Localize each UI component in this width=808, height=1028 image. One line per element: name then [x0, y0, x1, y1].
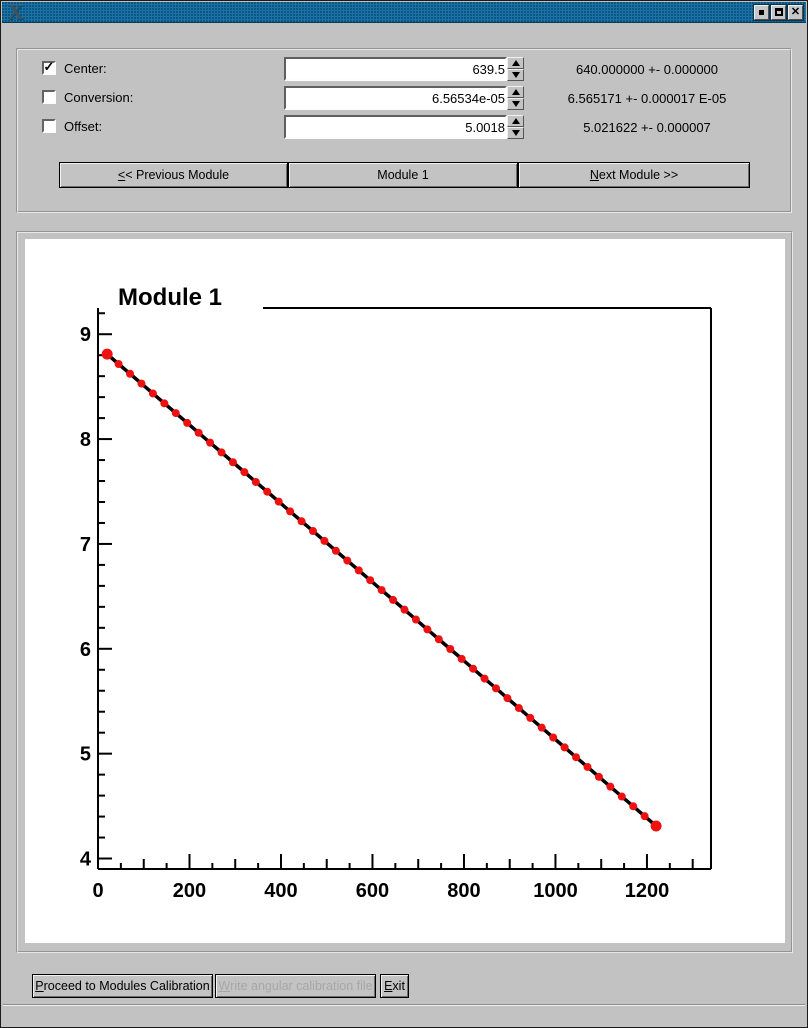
- arrow-up-icon: [512, 60, 520, 66]
- center-fit-result: 640.000000 +- 0.000000: [575, 62, 719, 77]
- svg-text:7: 7: [79, 533, 91, 556]
- x11-logo-icon: X: [8, 0, 24, 24]
- svg-text:600: 600: [355, 880, 390, 902]
- svg-text:6: 6: [79, 638, 91, 661]
- center-spin-up-button[interactable]: [507, 57, 524, 69]
- offset-spin-up-button[interactable]: [507, 115, 524, 127]
- svg-text:5: 5: [79, 743, 91, 766]
- svg-text:400: 400: [264, 880, 298, 902]
- svg-text:0: 0: [92, 880, 104, 902]
- svg-text:8: 8: [79, 429, 91, 452]
- arrow-down-icon: [512, 101, 520, 107]
- proceed-to-modules-calibration-button[interactable]: P roceed to Modules Calibration: [32, 974, 213, 998]
- next-module-button[interactable]: N ext Module >>: [518, 162, 750, 188]
- exit-button[interactable]: E xit: [380, 974, 409, 998]
- offset-label: Offset:: [64, 119, 103, 134]
- svg-text:9: 9: [79, 324, 91, 347]
- close-icon: ✕: [790, 5, 801, 18]
- title-bar[interactable]: [2, 2, 806, 23]
- svg-text:200: 200: [172, 880, 207, 902]
- conversion-checkbox[interactable]: [42, 90, 56, 104]
- calibration-plot: [25, 239, 785, 943]
- minimize-button[interactable]: [754, 5, 769, 20]
- footer-separator: [3, 1004, 805, 1006]
- svg-text:800: 800: [447, 880, 481, 902]
- current-module-button[interactable]: Module 1: [288, 162, 518, 188]
- center-label: Center:: [64, 61, 107, 76]
- conversion-label: Conversion:: [64, 90, 134, 105]
- offset-checkbox[interactable]: [42, 119, 56, 133]
- offset-spin-down-button[interactable]: [507, 127, 524, 139]
- close-button[interactable]: [788, 5, 803, 20]
- offset-field: [284, 115, 507, 139]
- svg-text:1000: 1000: [533, 880, 578, 902]
- svg-text:4: 4: [79, 848, 91, 871]
- center-input[interactable]: [286, 59, 509, 79]
- center-spin-down-button[interactable]: [507, 69, 524, 81]
- conversion-input[interactable]: [286, 88, 509, 108]
- svg-text:1200: 1200: [624, 880, 670, 902]
- maximize-icon: [775, 8, 783, 16]
- maximize-button[interactable]: [771, 5, 786, 20]
- conversion-fit-result: 6.565171 +- 0.000017 E-05: [567, 91, 727, 106]
- plot-canvas: [25, 239, 785, 943]
- offset-fit-result: 5.021622 +- 0.000007: [583, 120, 711, 135]
- write-angular-calibration-file-button: W rite angular calibration file: [215, 974, 376, 998]
- center-field: [284, 57, 507, 81]
- check-icon: ✓: [43, 59, 55, 74]
- center-checkbox[interactable]: [42, 61, 56, 75]
- arrow-down-icon: [512, 130, 520, 136]
- minimize-icon: [759, 10, 764, 15]
- arrow-down-icon: [512, 72, 520, 78]
- arrow-up-icon: [512, 89, 520, 95]
- conversion-spin-down-button[interactable]: [507, 98, 524, 110]
- svg-text:Module 1: Module 1: [118, 284, 223, 311]
- offset-input[interactable]: [286, 117, 509, 137]
- arrow-up-icon: [512, 118, 520, 124]
- conversion-spin-up-button[interactable]: [507, 86, 524, 98]
- conversion-field: [284, 86, 507, 110]
- previous-module-button[interactable]: < < Previous Module: [59, 162, 288, 188]
